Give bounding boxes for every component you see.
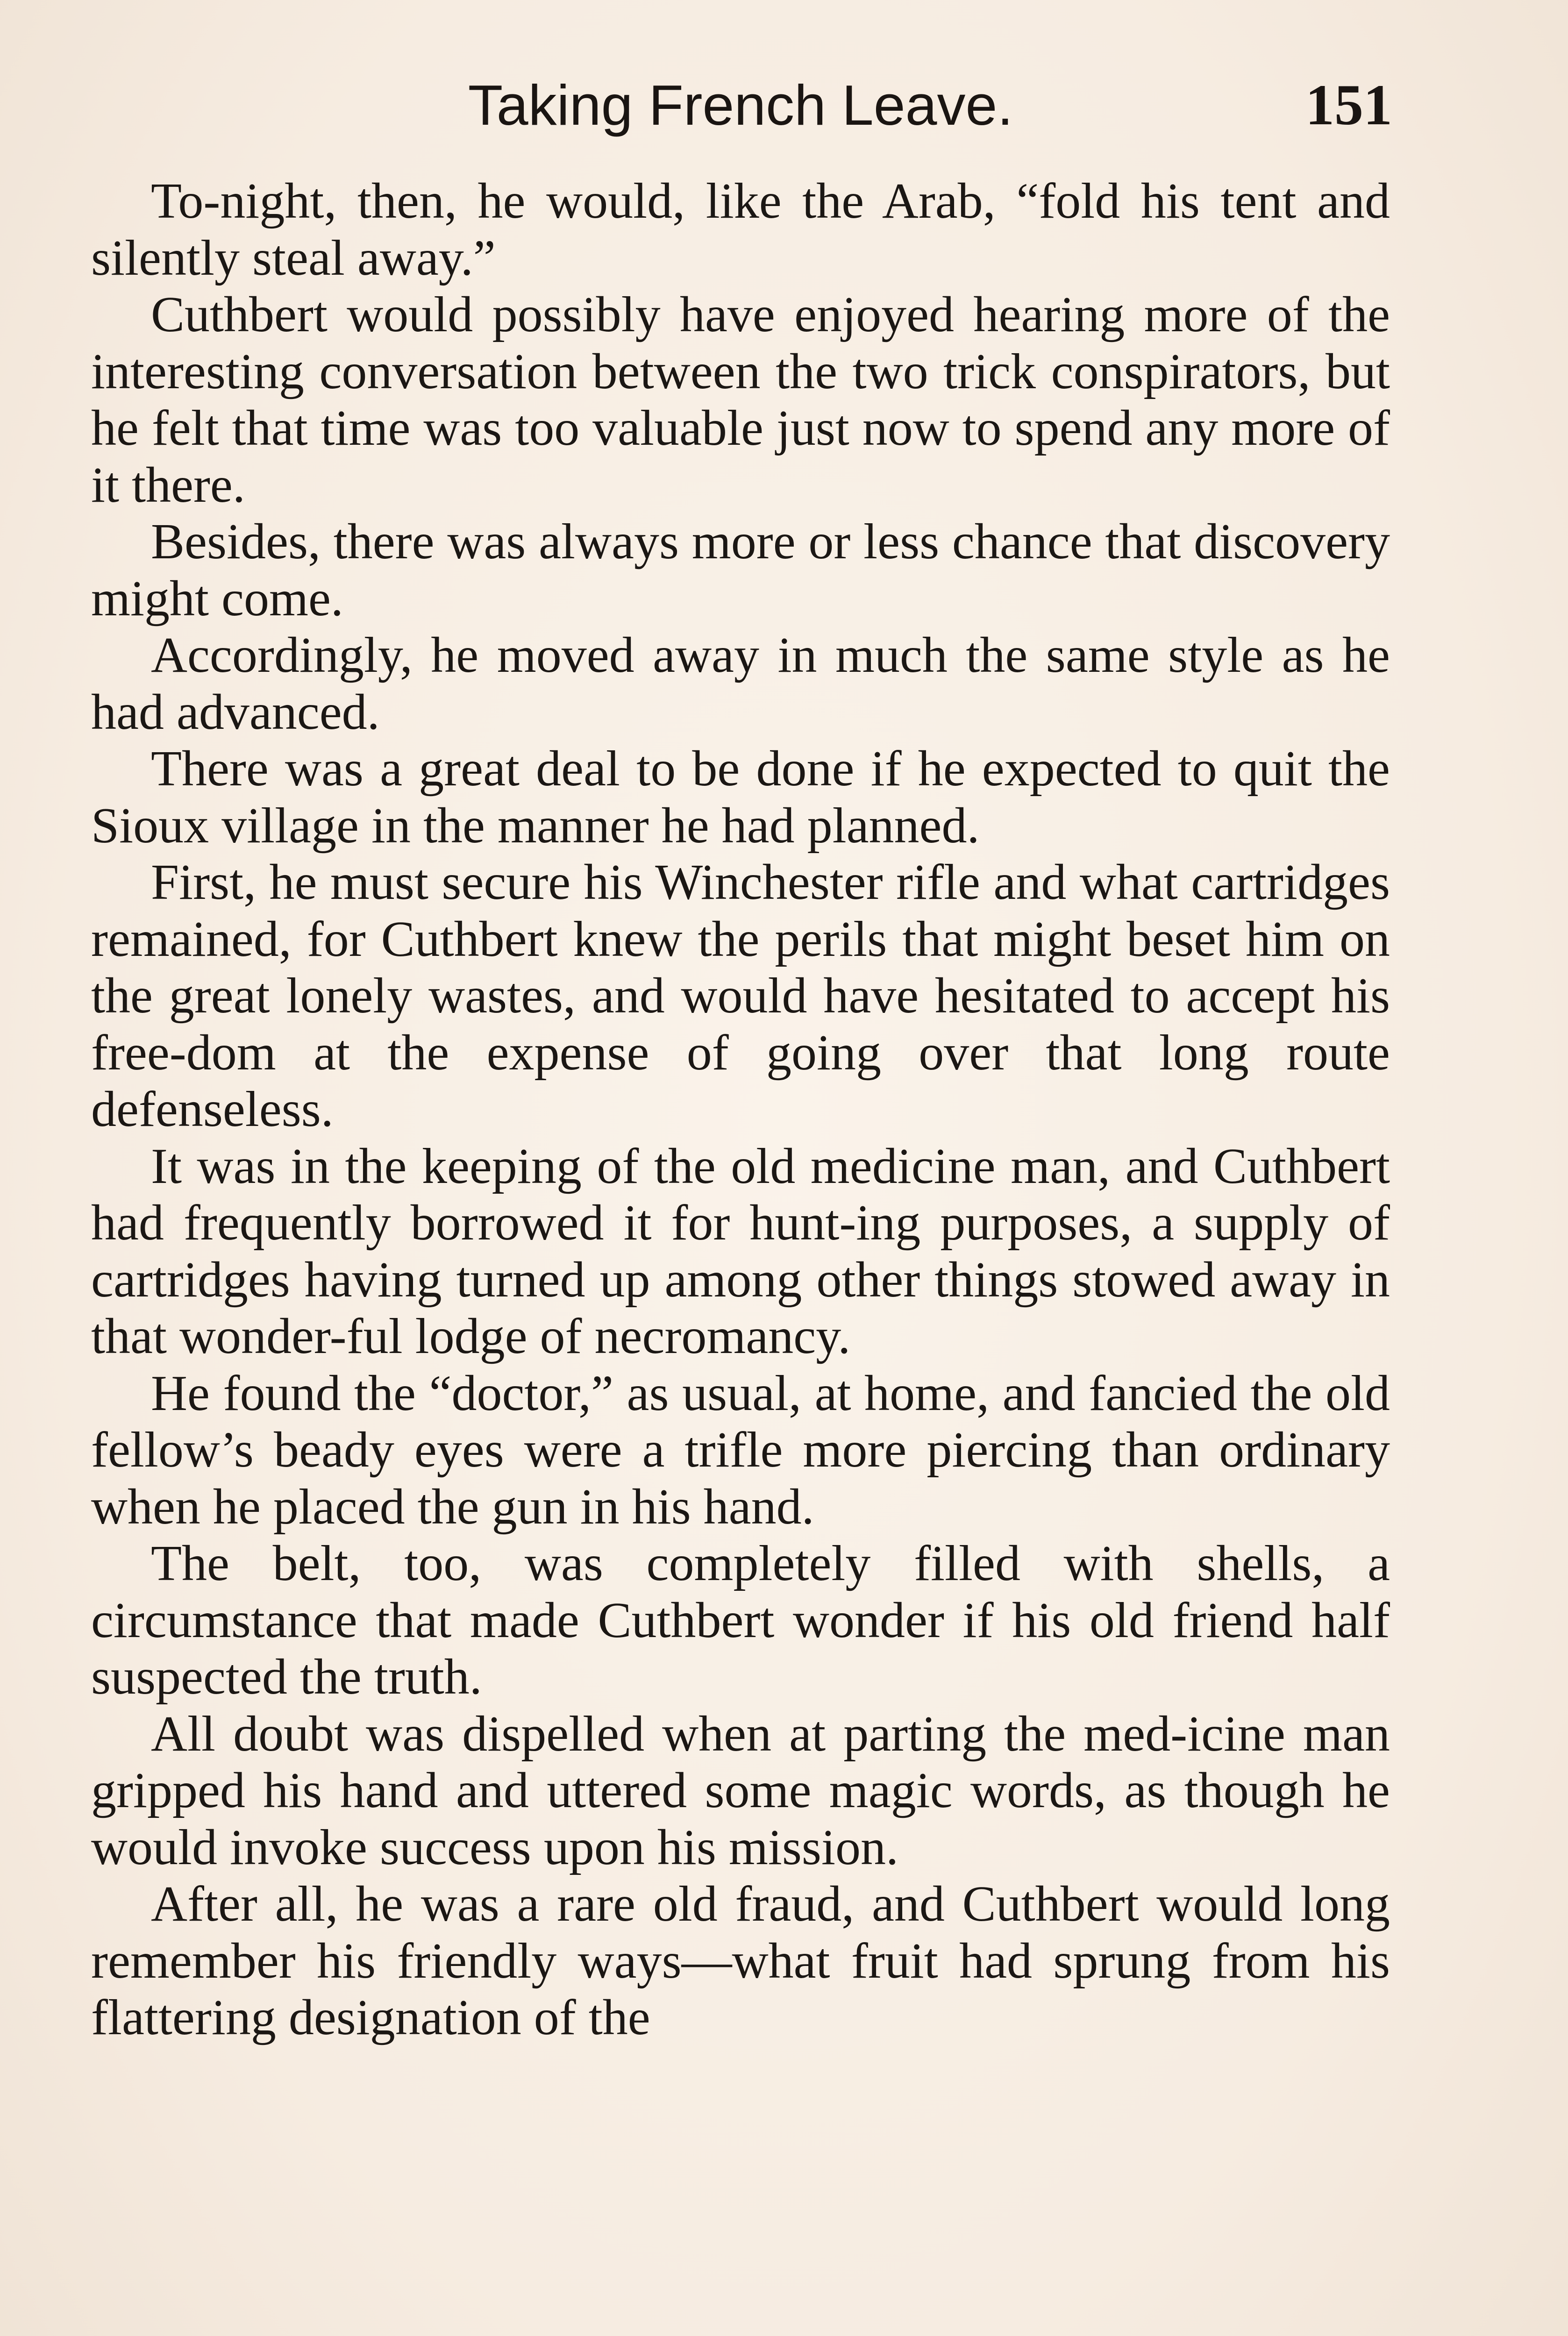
paragraph: There was a great deal to be done if he expected to quit the Sioux village in the manner he had planned.: [91, 741, 1390, 854]
paragraph: After all, he was a rare old fraud, and Cuthbert would long remember his friendly ways—what fruit had sprung from his flattering designation of the: [91, 1876, 1390, 2045]
paragraph: He found the “doctor,” as usual, at home, and fancied the old fellow’s beady eyes were a trifle more piercing than ordinary when he placed the gun in his hand.: [91, 1365, 1390, 1535]
paragraph: Cuthbert would possibly have enjoyed hearing more of the interesting conversation between the two trick conspirators, but he felt that time was too valuable just now to spend any more of it there.: [91, 287, 1390, 513]
running-title: Taking French Leave.: [468, 73, 1013, 137]
paragraph: First, he must secure his Winchester rifle and what cartridges remained, for Cuthbert knew the perils that might beset him on the great lonely wastes, and would have hesitated to accept his free-dom at the expense of going over that long route defenseless.: [91, 855, 1390, 1137]
page-number: 151: [1305, 73, 1392, 137]
paragraph: Accordingly, he moved away in much the same style as he had advanced.: [91, 627, 1390, 740]
paragraph: To-night, then, he would, like the Arab, “fold his tent and silently steal away.”: [91, 173, 1390, 286]
running-head: [89, 70, 1392, 140]
body-text: [91, 173, 1390, 2046]
paragraph: The belt, too, was completely filled with shells, a circumstance that made Cuthbert wonder if his old friend half suspected the truth.: [91, 1536, 1390, 1705]
paragraph: All doubt was dispelled when at parting the med-icine man gripped his hand and uttered some magic words, as though he would invoke success upon his mission.: [91, 1706, 1390, 1875]
paragraph: It was in the keeping of the old medicine man, and Cuthbert had frequently borrowed it for hunt-ing purposes, a supply of cartridges having turned up among other things stowed away in that wonder-ful lodge of necromancy.: [91, 1138, 1390, 1364]
paragraph: Besides, there was always more or less chance that discovery might come.: [91, 514, 1390, 627]
